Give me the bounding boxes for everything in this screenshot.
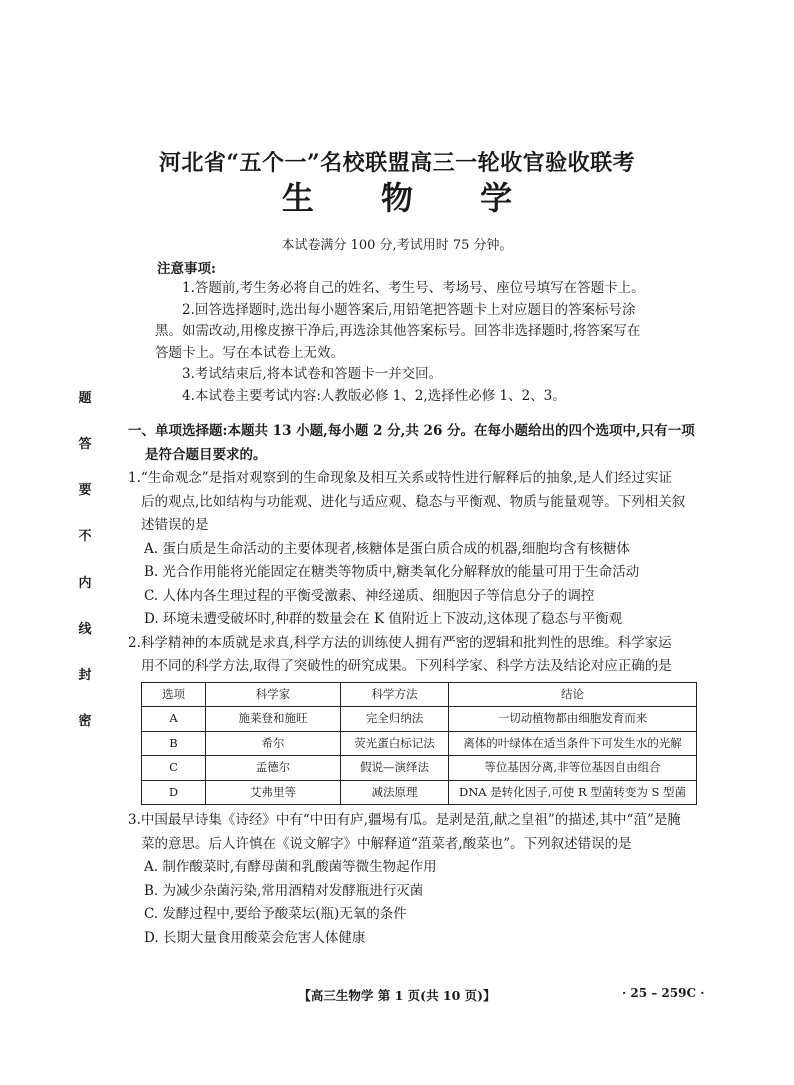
questions — [128, 420, 698, 950]
table-header-cell: 选项 — [142, 682, 206, 707]
stem-line: 1.“生命观念”是指对观察到的生命现象及相互关系或特性进行解释后的抽象,是人们经过实证 — [128, 470, 672, 486]
question-1 — [128, 467, 698, 632]
seal-char: 题 — [78, 391, 92, 406]
subject-title: 生 物 学 — [281, 179, 541, 217]
seal-char: 要 — [78, 483, 92, 499]
exam-meta: 本试卷满分 100 分,考试用时 75 分钟。 — [281, 238, 513, 253]
table-cell: 施莱登和施旺 — [206, 707, 341, 732]
note-line: 4.本试卷主要考试内容:人教版必修 1、2,选择性必修 1、2、3。 — [182, 387, 566, 404]
option-c: C. 人体内各生理过程的平衡受激素、神经递质、细胞因子等信息分子的调控 — [144, 587, 595, 604]
table-cell: C — [142, 756, 206, 781]
table-cell: DNA 是转化因子,可使 R 型菌转变为 S 型菌 — [449, 780, 697, 805]
option-a: A. 制作酸菜时,有酵母菌和乳酸菌等微生物起作用 — [144, 859, 437, 875]
stem-line: 2.科学精神的本质就是求真,科学方法的训练使人拥有严密的逻辑和批判性的思维。科学家运 — [128, 634, 672, 651]
table-cell: 荧光蛋白标记法 — [341, 731, 449, 756]
exam-code: · 25 – 259C · — [622, 986, 705, 1000]
option-d: D. 长期大量食用酸菜会危害人体健康 — [144, 929, 366, 946]
table-cell: 等位基因分离,非等位基因自由组合 — [449, 756, 697, 781]
section-heading-line: 一、单项选择题:本题共 13 小题,每小题 2 分,共 26 分。在每小题给出的四个选项中,只有一项 — [128, 423, 695, 439]
seal-line-text — [76, 392, 94, 728]
note-line: 3.考试结束后,将本试卷和答题卡一并交回。 — [182, 366, 443, 382]
table-cell: 一切动植物都由细胞发育而来 — [449, 707, 697, 732]
notes-list — [155, 278, 675, 407]
table-cell: 孟德尔 — [206, 756, 341, 781]
stem-line: 后的观点,比如结构与功能观、进化与适应观、稳态与平衡观、物质与能量观等。下列相关叙 — [141, 493, 686, 510]
table-row — [142, 756, 697, 781]
notes-title: 注意事项: — [157, 261, 216, 277]
table-cell: 艾弗里等 — [206, 780, 341, 805]
question-stem — [128, 467, 698, 538]
table-row — [142, 707, 697, 732]
table-cell: 离体的叶绿体在适当条件下可发生水的光解 — [449, 731, 697, 756]
option-b: B. 光合作用能将光能固定在糖类等物质中,糖类氧化分解释放的能量可用于生命活动 — [144, 564, 640, 580]
note-line: 黑。如需改动,用橡皮擦干净后,再选涂其他答案标号。回答非选择题时,将答案写在 — [155, 323, 641, 339]
table-header-cell: 科学方法 — [341, 682, 449, 707]
table-cell: B — [142, 731, 206, 756]
table-cell: D — [142, 780, 206, 805]
seal-char: 不 — [78, 529, 92, 545]
note-line: 2.回答选择题时,选出每小题答案后,用铅笔把答题卡上对应题目的答案标号涂 — [182, 301, 636, 318]
note-line: 答题卡上。写在本试卷上无效。 — [155, 344, 344, 361]
question-stem — [128, 632, 698, 679]
note-line: 1.答题前,考生务必将自己的姓名、考生号、考场号、座位号填写在答题卡上。 — [182, 280, 645, 296]
table-row — [142, 731, 697, 756]
seal-char: 内 — [78, 575, 92, 591]
section-heading-line: 是符合题目要求的。 — [145, 446, 267, 463]
table-header-row — [142, 682, 697, 707]
table-cell: 希尔 — [206, 731, 341, 756]
seal-char: 密 — [78, 713, 92, 729]
exam-title: 河北省“五个一”名校联盟高三一轮收官验收联考 — [158, 150, 636, 176]
table-cell: A — [142, 707, 206, 732]
table-header-cell: 科学家 — [206, 682, 341, 707]
table-header-cell: 结论 — [449, 682, 697, 707]
table-cell: 减法原理 — [341, 780, 449, 805]
table-cell: 完全归纳法 — [341, 707, 449, 732]
option-c: C. 发酵过程中,要给予酸菜坛(瓶)无氧的条件 — [144, 906, 407, 922]
seal-char: 封 — [78, 667, 92, 683]
seal-char: 答 — [78, 437, 92, 453]
table-row — [142, 780, 697, 805]
option-b: B. 为减少杂菌污染,常用酒精对发酵瓶进行灭菌 — [144, 882, 424, 899]
option-d: D. 环境未遭受破坏时,种群的数量会在 K 值附近上下波动,这体现了稳态与平衡观 — [144, 611, 623, 627]
table-cell: 假说—演绎法 — [341, 756, 449, 781]
section-heading — [128, 420, 698, 467]
question-stem — [128, 809, 698, 856]
stem-line: 用不同的科学方法,取得了突破性的研究成果。下列科学家、科学方法及结论对应正确的是 — [141, 658, 672, 674]
question-3 — [128, 809, 698, 950]
scientist-method-table — [141, 682, 697, 806]
seal-char: 线 — [78, 621, 92, 637]
stem-line: 菜的意思。后人许慎在《说文解字》中解释道“菹菜者,酸菜也”。下列叙述错误的是 — [141, 835, 632, 852]
question-2 — [128, 632, 698, 806]
option-a: A. 蛋白质是生命活动的主要体现者,核糖体是蛋白质合成的机器,细胞均含有核糖体 — [144, 540, 630, 557]
stem-line: 述错误的是 — [141, 517, 209, 533]
stem-line: 3.中国最早诗集《诗经》中有“中田有庐,疆埸有瓜。是剥是菹,献之皇祖”的描述,其中“菹”是腌 — [128, 812, 681, 828]
page-footer: 【高三生物学 第 1 页(共 10 页)】 — [298, 988, 496, 1003]
